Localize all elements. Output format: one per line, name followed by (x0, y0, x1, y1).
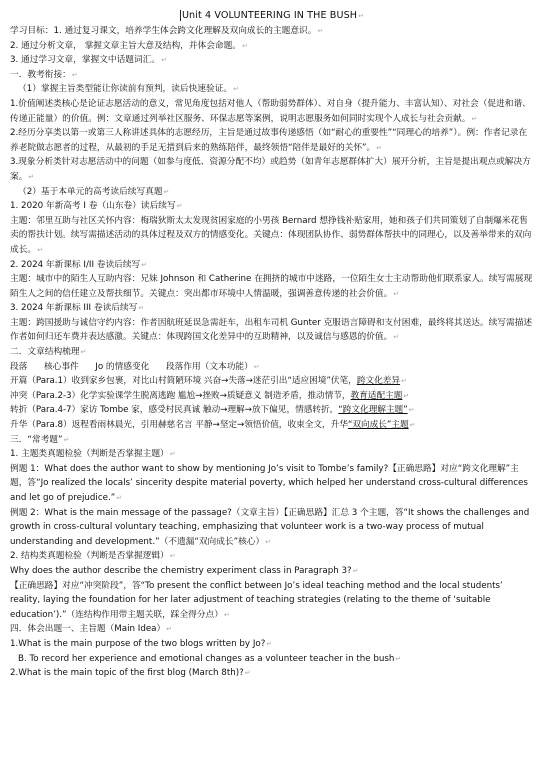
objective-3: 3. 通过学习文章，掌握文中话题词汇。↵ (10, 55, 167, 66)
main-idea-question-1: 1.What is the main purpose of the two blogs written by Jo?↵ (10, 638, 273, 649)
objective-1: 学习目标：1. 通过复习课文，培养学生体会跨文化理解及双向成长的主题意识。↵ (10, 26, 324, 36)
structure-header: 段落 核心事件 Jo 的情感变化 段落作用（文本功能）↵ (10, 361, 260, 372)
exam-2-head: 2. 2024 年新课标 I/II 卷读后续写↵ (10, 259, 148, 270)
objective-2: 2. 通过分析文章， 掌握文章主旨大意及结构，并体会命题。↵ (10, 40, 248, 51)
paragraph-mark-icon: ↵ (358, 12, 365, 20)
type-item-1: 1.价值阐述类核心是论证志愿活动的意义，常见角度包括对他人（帮助弱势群体）、对自身（提升能力、丰富认知）、对社会（促进和谐、传递正能量）的价值。例：文章通过列举社区服务、环保志愿等案例，说明志愿服务如何同时实现个人成长与社会贡献。↵ (10, 98, 531, 124)
structure-answer: 【正确思路】对应“冲突阶段”，答“To present the conflict between Jo’s ideal teaching method and the local students’ reality, laying the foundation for her later adjustment of teaching strategies (relating to the theme of ‘suitable education’).”（连结构作用带主题关联，踩全得分点）↵ (10, 580, 503, 620)
section-3-sub-1: 1. 主题类真题检验（判断是否掌握主题）↵ (10, 449, 176, 460)
main-idea-question-2: 2.What is the main topic of the first blog (March 8th)?↵ (10, 668, 251, 679)
structure-row-3: 转折（Para.4-7）家访 Tombe 家，感受村民真诚 触动→理解→放下偏见，情感转折，“跨文化理解主题”↵ (10, 405, 415, 416)
structure-row-4: 升华（Para.8）返程看雨林晨光，引用赫慈名言 平静→坚定→领悟价值，收束全文，升华“双向成长”主题↵ (10, 420, 416, 431)
section-1-heading: 一．教考衔接：↵ (10, 69, 78, 80)
exam-3-head: 3. 2024 年新课标 III 卷读后续写↵ (10, 303, 145, 314)
exam-1-body: 主题：邻里互助与社区关怀内容：梅瑞狄斯太太发现贫困家庭的小男孩 Bernard 想挣钱补贴家用，她和孩子们共同策划了自制爆米花售卖的帮扶计划。续写需描述活动的具体过程及双方的情感变化。关键点：体现团队协作、弱势群体帮扶中的同理心，以及善举带来的双向成长。↵ (10, 215, 532, 255)
type-item-3: 3.现象分析类针对志愿活动中的问题（如参与度低、资源分配不均）或趋势（如青年志愿群体扩大）展开分析，主旨是提出观点或解决方案。↵ (10, 157, 531, 182)
type-item-2: 2.经历分享类以第一或第三人称讲述具体的志愿经历，主旨是通过故事传递感悟（如“耐心的重要性”“同理心的培养”）。例：作者记录在养老院做志愿者的过程，从最初的手足无措到后来的熟练陪伴，最终领悟“陪伴是最好的关怀”。↵ (10, 128, 528, 153)
section-4-heading: 四．体会出题一、主旨题（Main Idea）↵ (10, 624, 173, 635)
example-question-2: 例题 2：What is the main message of the passage?（文章主旨）【正确思路】汇总 3 个主题，答“It shows the challenges and growth in cross-cultural voluntary teaching, emphasizing that volunteer work is a two-way process of mutual understanding and development.”（不遗漏“双向成长”核心）↵ (10, 507, 530, 547)
exam-2-body: 主题：城市中的陌生人互助内容：兄妹 Johnson 和 Catherine 在拥挤的城市中迷路，一位陌生女士主动帮助他们联系家人。续写需展现陌生人之间的信任建立及帮扶细节。关键点：突出都市环境中人情温暖，强调善意传递的社会价值。↵ (10, 274, 533, 299)
structure-row-1: 开篇（Para.1）收到家乡包裹，对比山村简陋环境 兴奋→失落→迷茫引出“适应困境”伏笔，跨文化差异↵ (10, 376, 407, 387)
document-page (10, 8, 534, 681)
main-idea-answer-1: B. To record her experience and emotional changes as a volunteer teacher in the bush↵ (18, 653, 402, 664)
structure-row-2: 冲突（Para.2-3）化学实验课学生脱离逃跑 尴尬→挫败→质疑意义 制造矛盾，推动情节，教育适配主题↵ (10, 390, 410, 401)
example-question-1: 例题 1：What does the author want to show by mentioning Jo’s visit to Tombe’s family?【正确思路】对应“跨文化理解”主题，答“Jo realized the locals’ sincerity despite material poverty, which helped her understand cross-cultural differences and let go of prejudice.”↵ (10, 463, 528, 503)
structure-question: Why does the author describe the chemistry experiment class in Paragraph 3?↵ (10, 565, 359, 576)
document-title (10, 8, 534, 24)
title-text: Unit 4 VOLUNTEERING IN THE BUSH (181, 10, 358, 21)
exam-1-head: 1. 2020 年新高考 I 卷（山东卷）读后续写↵ (10, 201, 183, 212)
section-3-sub-2: 2. 结构类真题检验（判断是否掌握逻辑）↵ (10, 551, 176, 562)
section-3-heading: 三．“常考题”↵ (10, 434, 70, 445)
section-1-sub-1: （1）掌握主旨类型能让你读前有预判，读后快速验证。↵ (18, 84, 239, 95)
section-1-sub-2: （2）基于本单元的高考读后续写真题↵ (18, 186, 170, 197)
exam-3-body: 主题：跨国援助与诚信守约内容：作者因航班延误急需赶车，出租车司机 Gunter 克服语言障碍和支付困难，最终将其送达。续写需描述作者如何归还车费并表达感激。关键点：体现跨国文化差异中的互助精神，以及诚信与感恩的价值。↵ (10, 317, 533, 343)
section-2-heading: 二．文章结构梳理↵ (10, 347, 87, 358)
